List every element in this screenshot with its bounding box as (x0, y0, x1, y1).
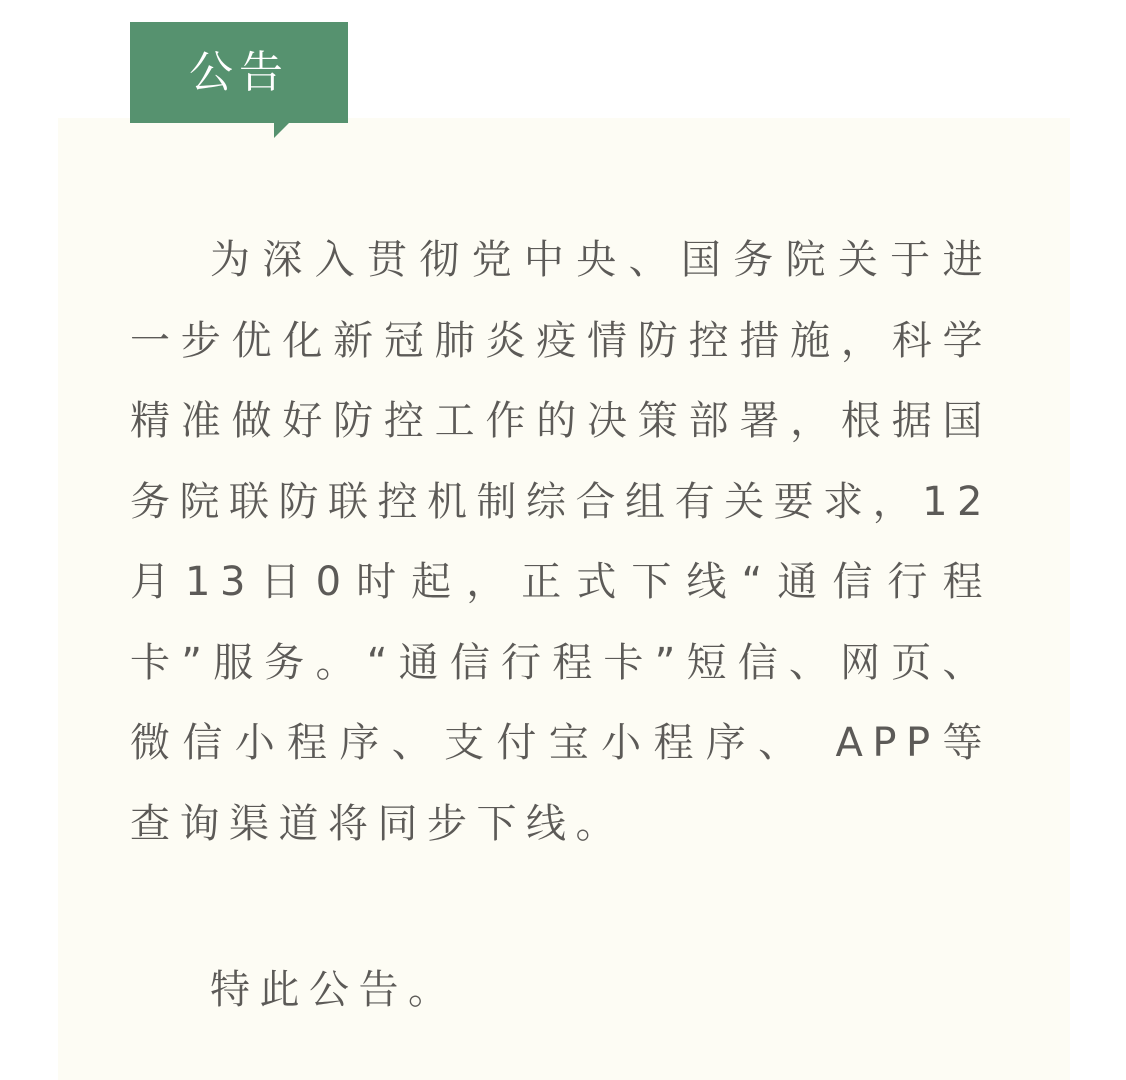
notice-closing: 特此公告。 (210, 967, 458, 1013)
notice-title-tag: 公告 (130, 22, 348, 123)
notice-body: 为深入贯彻党中央、国务院关于进一步优化新冠肺炎疫情防控措施，科学精准做好防控工作的决策部署，根据国务院联防联控机制综合组有关要求，12月13日0时起，正式下线“通信行程卡”服务。“通信行程卡”短信、网页、微信小程序、支付宝小程序、 APP等查询渠道将同步下线。 (130, 237, 992, 847)
title-tag-pointer (274, 122, 290, 138)
